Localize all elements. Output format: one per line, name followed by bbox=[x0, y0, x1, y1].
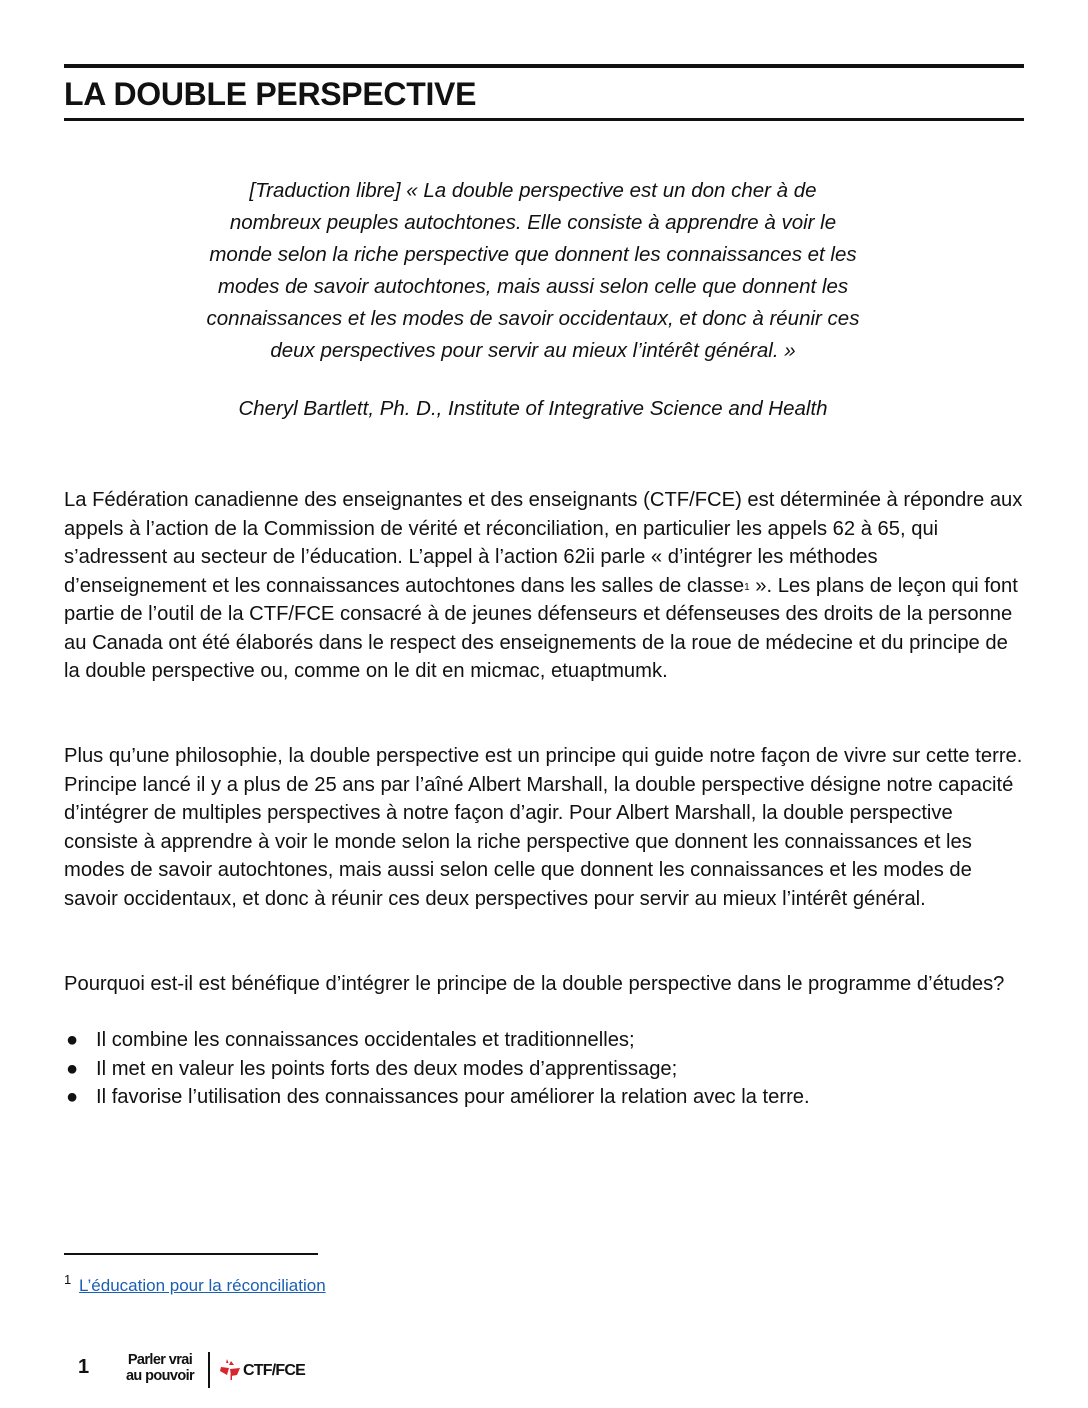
block-quote bbox=[150, 175, 916, 367]
paragraph-text: ». Les plans de leçon qui font partie de l’outil de la CTF/FCE consacré à de jeunes défenseurs et défenseuses des droits de la personne au Canada ont été élaborés dans le respect des enseignements de la roue de médecine et du principe de la double perspective ou, comme on le dit en micmac, etuaptmumk. bbox=[64, 574, 1018, 682]
paragraph-text: La Fédération canadienne des enseignantes et des enseignants (CTF/FCE) est déterminée à répondre aux appels à l’action de la Commission de vérité et réconciliation, en particulier les appels 62 à 65, qui s’adressent au secteur de l’éducation. L’appel à l’action 62ii parle « d’intégrer les méthodes d’enseignement et les connaissances autochtones dans les salles de classe bbox=[64, 489, 1023, 597]
quote-line: [Traduction libre] « La double perspective est un don cher à de bbox=[249, 179, 817, 202]
quote-attribution: Cheryl Bartlett, Ph. D., Institute of Integrative Science and Health bbox=[238, 397, 828, 420]
list-item bbox=[64, 1083, 810, 1112]
brand-line: Parler vrai bbox=[127, 1352, 193, 1368]
quote-line: connaissances et les modes de savoir occidentaux, et donc à réunir ces bbox=[206, 307, 860, 330]
footnote-number: 1 bbox=[64, 1272, 72, 1287]
quote-line: nombreux peuples autochtones. Elle consiste à apprendre à voir le bbox=[229, 211, 837, 234]
bullet-icon: ● bbox=[66, 1086, 79, 1108]
body-paragraph-2: Plus qu’une philosophie, la double perspective est un principe qui guide notre façon de vivre sur cette terre. Principe lancé il y a plus de 25 ans par l’aîné Albert Marshall, la double perspective désigne notre capacité d’intégrer de multiples perspectives à notre façon d’agir. Pour Albert Marshall, la double perspective consiste à apprendre à voir le monde selon la riche perspective que donnent les connaissances et les modes de savoir autochtones, mais aussi selon celle que donnent les connaissances et les modes de savoir occidentaux, et donc à réunir ces deux perspectives pour servir au mieux l’intérêt général. bbox=[64, 745, 1023, 910]
page-number: 1 bbox=[78, 1356, 90, 1378]
benefits-list bbox=[64, 1026, 810, 1112]
brand-line: au pouvoir bbox=[125, 1368, 195, 1384]
footer-divider bbox=[208, 1352, 210, 1388]
footnote-link[interactable]: L’éducation pour la réconciliation bbox=[79, 1276, 326, 1295]
org-logo-text: CTF/FCE bbox=[243, 1362, 305, 1379]
top-rule bbox=[64, 64, 1024, 68]
list-item-text: Il combine les connaissances occidentales et traditionnelles; bbox=[96, 1029, 635, 1051]
list-item bbox=[64, 1055, 810, 1084]
list-item-text: Il met en valeur les points forts des deux modes d’apprentissage; bbox=[96, 1057, 678, 1080]
body-paragraph-1 bbox=[64, 486, 1024, 686]
footnote-ref: 1 bbox=[744, 581, 750, 593]
footnote-divider bbox=[64, 1253, 318, 1255]
list-item bbox=[64, 1026, 810, 1055]
brand-wordmark bbox=[120, 1352, 200, 1384]
bullet-icon: ● bbox=[66, 1029, 79, 1051]
title-underline bbox=[64, 118, 1024, 121]
quote-line: modes de savoir autochtones, mais aussi selon celle que donnent les bbox=[217, 275, 849, 298]
question-paragraph: Pourquoi est-il est bénéfique d’intégrer le principe de la double perspective dans le programme d’études? bbox=[64, 973, 1005, 995]
quote-line: monde selon la riche perspective que donnent les connaissances et les bbox=[209, 243, 857, 266]
maple-leaf-icon bbox=[218, 1356, 246, 1384]
page-title: LA DOUBLE PERSPECTIVE bbox=[64, 76, 477, 112]
quote-line: deux perspectives pour servir au mieux l’intérêt général. » bbox=[270, 339, 796, 362]
list-item-text: Il favorise l’utilisation des connaissances pour améliorer la relation avec la terre. bbox=[96, 1086, 810, 1108]
bullet-icon: ● bbox=[66, 1057, 79, 1080]
